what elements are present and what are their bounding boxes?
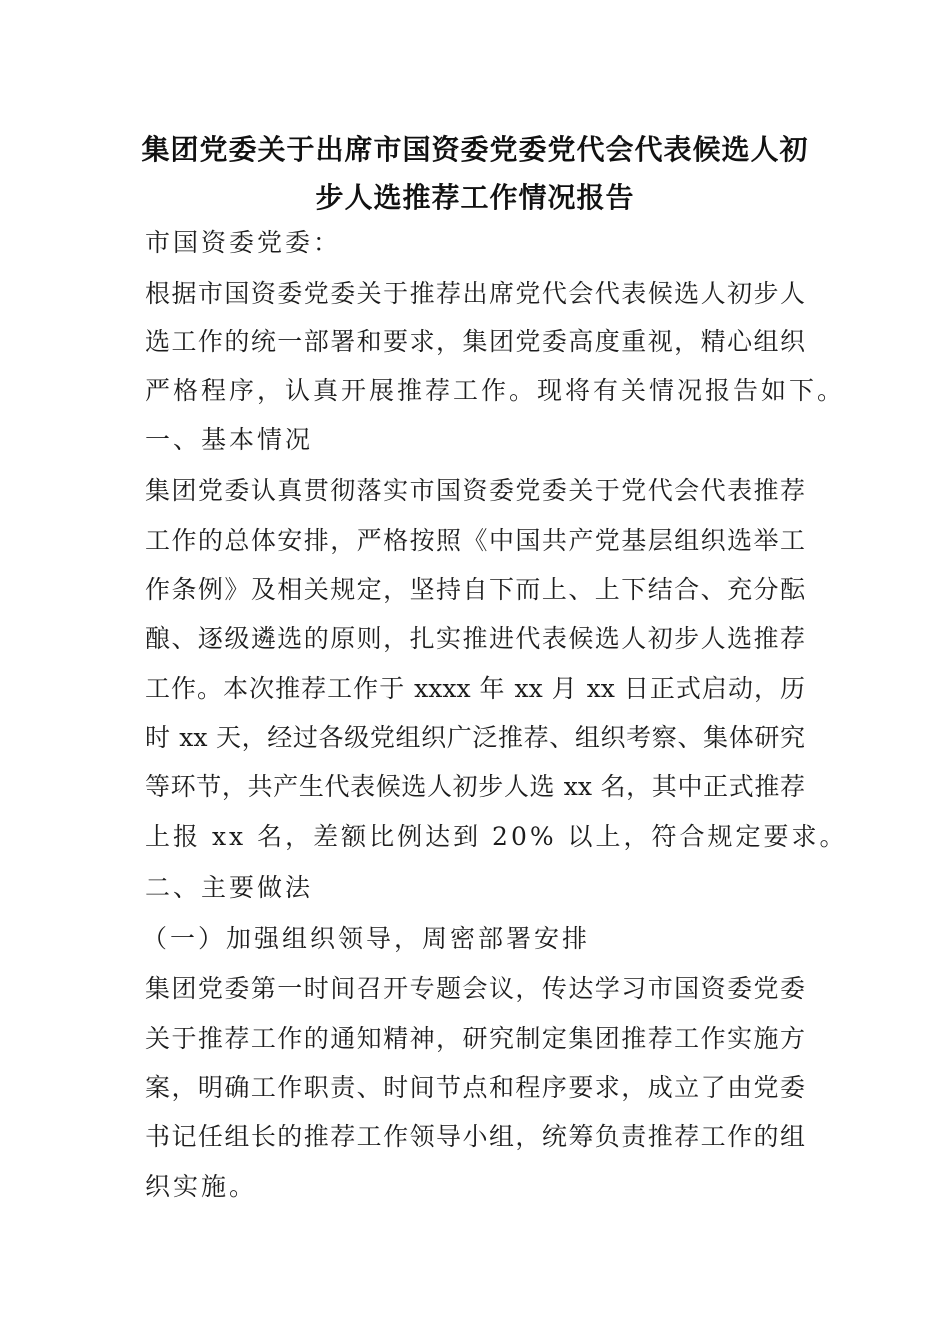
section-heading: 二、主要做法 bbox=[145, 873, 314, 902]
section-heading: 一、基本情况 bbox=[145, 425, 314, 454]
salutation: 市国资委党委： bbox=[145, 228, 342, 257]
body-line: 时 xx 天，经过各级党组织广泛推荐、组织考察、集体研究 bbox=[145, 723, 805, 752]
document-title-line-2: 步人选推荐工作情况报告 bbox=[315, 181, 635, 214]
body-line: 根据市国资委党委关于推荐出席党代会代表候选人初步人 bbox=[145, 279, 805, 308]
document-title-line-1: 集团党委关于出席市国资委党委党代会代表候选人初 bbox=[141, 133, 809, 166]
body-line: 等环节，共产生代表候选人初步人选 xx 名，其中正式推荐 bbox=[145, 772, 805, 801]
body-line: 工作。本次推荐工作于 xxxx 年 xx 月 xx 日正式启动，历 bbox=[145, 674, 805, 703]
body-line: 严格程序，认真开展推荐工作。现将有关情况报告如下。 bbox=[145, 376, 846, 405]
body-line: 书记任组长的推荐工作领导小组，统筹负责推荐工作的组 bbox=[145, 1122, 805, 1151]
body-line: 作条例》及相关规定，坚持自下而上、上下结合、充分酝 bbox=[145, 575, 805, 604]
body-line: 工作的总体安排，严格按照《中国共产党基层组织选举工 bbox=[145, 526, 805, 555]
body-line: 集团党委认真贯彻落实市国资委党委关于党代会代表推荐 bbox=[145, 476, 805, 505]
body-line: 织实施。 bbox=[145, 1172, 258, 1201]
body-line: 酿、逐级遴选的原则，扎实推进代表候选人初步人选推荐 bbox=[145, 624, 805, 653]
body-line: 案，明确工作职责、时间节点和程序要求，成立了由党委 bbox=[145, 1073, 805, 1102]
body-line: 集团党委第一时间召开专题会议，传达学习市国资委党委 bbox=[145, 974, 805, 1003]
body-line: 选工作的统一部署和要求，集团党委高度重视，精心组织 bbox=[145, 327, 805, 356]
subsection-heading: （一）加强组织领导，周密部署安排 bbox=[142, 924, 591, 953]
body-line: 上报 xx 名，差额比例达到 20% 以上，符合规定要求。 bbox=[145, 822, 848, 851]
body-line: 关于推荐工作的通知精神，研究制定集团推荐工作实施方 bbox=[145, 1024, 805, 1053]
